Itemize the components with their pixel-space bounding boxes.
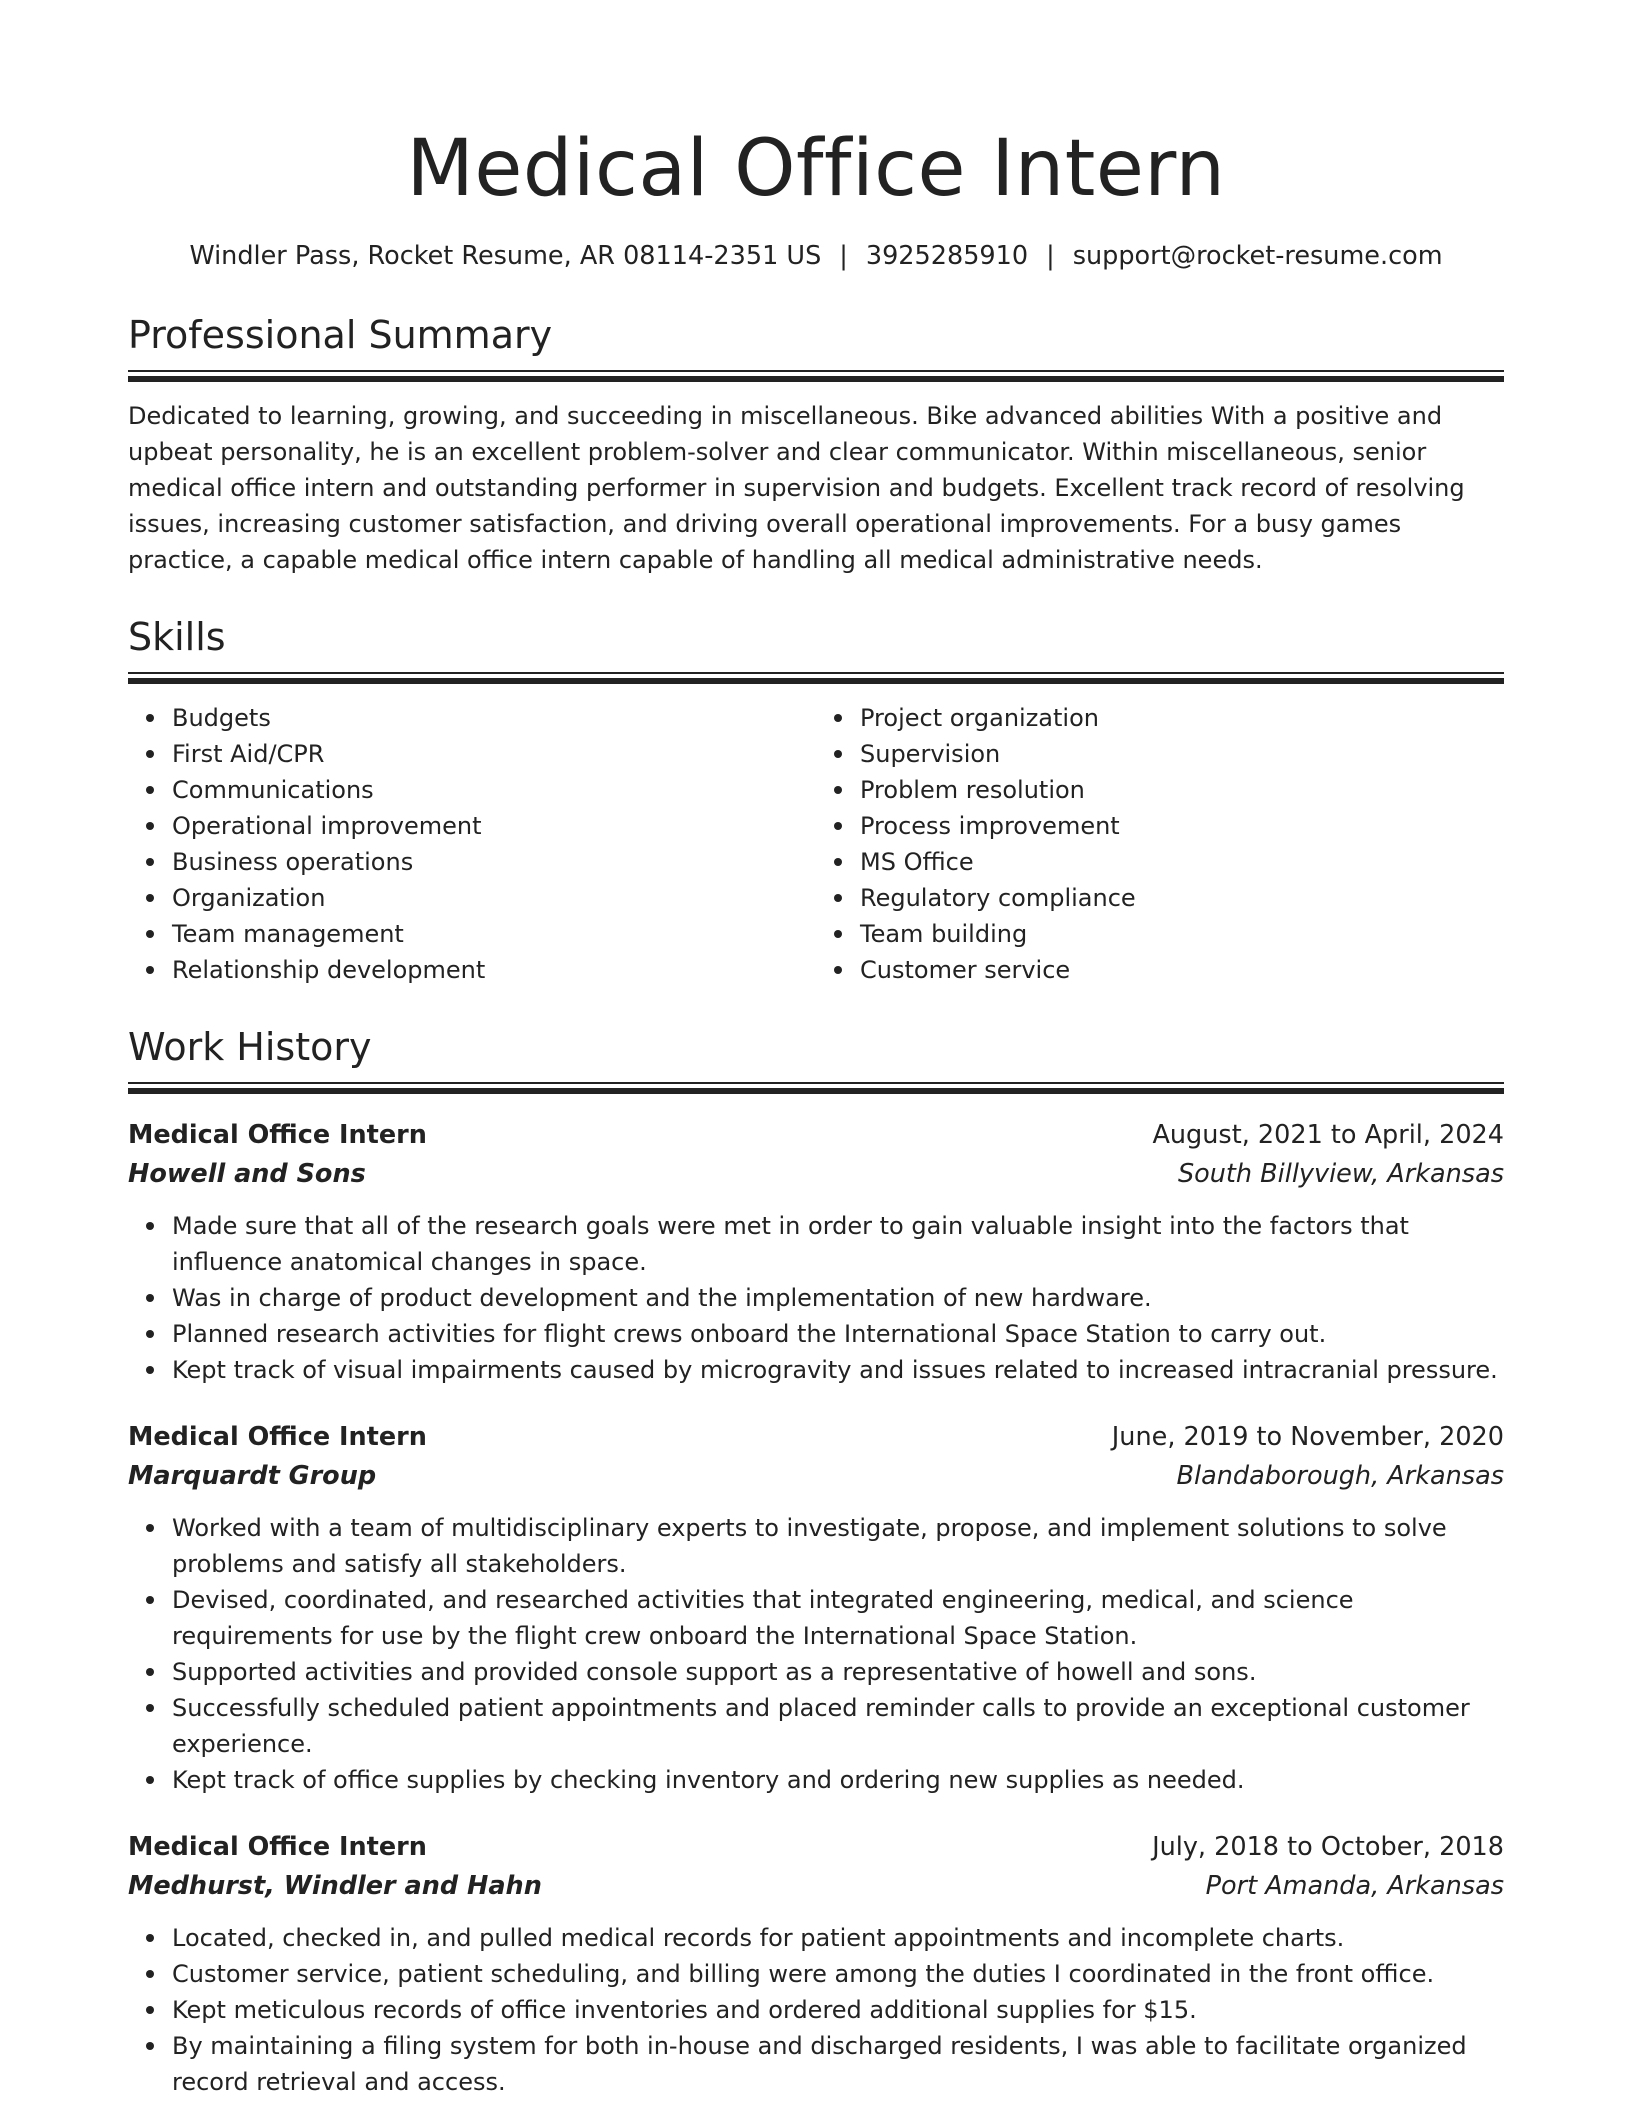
section-title-summary: Professional Summary: [128, 313, 553, 357]
job-company-row: [128, 1155, 1504, 1194]
job-bullet: Was in charge of product development and the implementation of new hardware.: [172, 1280, 1504, 1316]
summary-text: Dedicated to learning, growing, and succeeding in miscellaneous. Bike advanced abilities With a positive and upbeat personality, he is an excellent problem-solver and clear communicator. Within miscellaneous, senior medical office intern and outstanding performer in supervision and budgets. Excellent track record of resolving issues, increasing customer satisfaction, and driving overall operational improvements. For a busy games practice, a capable medical office intern capable of handling all medical administrative needs.: [128, 402, 1465, 574]
section-divider: [128, 1082, 1504, 1094]
skill-item: Regulatory compliance: [860, 880, 1504, 916]
job-bullet: Kept track of visual impairments caused by microgravity and issues related to increased intracranial pressure.: [172, 1352, 1504, 1388]
job-bullet: Made sure that all of the research goals were met in order to gain valuable insight into the factors that influence anatomical changes in space.: [172, 1208, 1504, 1280]
skills-column-right: [816, 700, 1504, 988]
job-bullets: [128, 1510, 1504, 1798]
job-bullet: Devised, coordinated, and researched activities that integrated engineering, medical, and science requirements for use by the flight crew onboard the International Space Station.: [172, 1582, 1504, 1654]
contact-separator: |: [839, 241, 848, 271]
job-location: South Billyview, Arkansas: [1177, 1159, 1504, 1189]
section-title-work-history: Work History: [128, 1025, 372, 1069]
contact-separator: |: [1046, 241, 1055, 271]
skills-section: [128, 612, 1504, 988]
job-bullet: Customer service, patient scheduling, and billing were among the duties I coordinated in the front office.: [172, 1956, 1504, 1992]
work-history-section: [128, 1022, 1504, 2100]
job-bullet: Planned research activities for flight crews onboard the International Space Station to carry out.: [172, 1316, 1504, 1352]
job-bullets: [128, 1920, 1504, 2100]
skill-item: Operational improvement: [172, 808, 816, 844]
job-bullets: [128, 1208, 1504, 1388]
job-bullet: Kept meticulous records of office inventories and ordered additional supplies for $15.: [172, 1992, 1504, 2028]
job-title: Medical Office Intern: [128, 1120, 427, 1150]
skill-item: First Aid/CPR: [172, 736, 816, 772]
job-bullet: Worked with a team of multidisciplinary experts to investigate, propose, and implement solutions to solve problems and satisfy all stakeholders.: [172, 1510, 1504, 1582]
job-header-row: [128, 1116, 1504, 1155]
skill-item: Team management: [172, 916, 816, 952]
job-bullet: Kept track of office supplies by checking inventory and ordering new supplies as needed.: [172, 1762, 1504, 1798]
section-title-skills: Skills: [128, 615, 226, 659]
job-dates: June, 2019 to November, 2020: [1111, 1422, 1504, 1452]
job-bullet: Supported activities and provided console support as a representative of howell and sons.: [172, 1654, 1504, 1690]
job-entry: [128, 1828, 1504, 2100]
job-bullet: Successfully scheduled patient appointments and placed reminder calls to provide an exceptional customer experience.: [172, 1690, 1504, 1762]
job-company: Marquardt Group: [128, 1461, 377, 1491]
job-dates: July, 2018 to October, 2018: [1152, 1832, 1504, 1862]
skill-item: Process improvement: [860, 808, 1504, 844]
job-company: Howell and Sons: [128, 1159, 366, 1189]
job-header-row: [128, 1828, 1504, 1867]
job-header-row: [128, 1418, 1504, 1457]
contact-line: [128, 238, 1504, 274]
job-company-row: [128, 1867, 1504, 1906]
job-bullet: By maintaining a filing system for both in-house and discharged residents, I was able to facilitate organized record retrieval and access.: [172, 2028, 1504, 2100]
job-entry: [128, 1116, 1504, 1388]
job-entry: [128, 1418, 1504, 1798]
contact-email: support@rocket-resume.com: [1072, 241, 1443, 271]
job-company: Medhurst, Windler and Hahn: [128, 1871, 542, 1901]
skill-item: Budgets: [172, 700, 816, 736]
resume-name: Medical Office Intern: [406, 124, 1226, 214]
job-location: Blandaborough, Arkansas: [1176, 1461, 1504, 1491]
skills-grid: [128, 700, 1504, 988]
skill-item: Problem resolution: [860, 772, 1504, 808]
skill-item: Project organization: [860, 700, 1504, 736]
section-divider: [128, 370, 1504, 382]
skill-item: MS Office: [860, 844, 1504, 880]
skill-item: Communications: [172, 772, 816, 808]
professional-summary-section: [128, 310, 1504, 578]
skill-item: Business operations: [172, 844, 816, 880]
skills-column-left: [128, 700, 816, 988]
skill-item: Customer service: [860, 952, 1504, 988]
contact-phone: 3925285910: [865, 241, 1029, 271]
section-divider: [128, 672, 1504, 684]
job-title: Medical Office Intern: [128, 1422, 427, 1452]
skill-item: Organization: [172, 880, 816, 916]
job-bullet: Located, checked in, and pulled medical records for patient appointments and incomplete charts.: [172, 1920, 1504, 1956]
skill-item: Supervision: [860, 736, 1504, 772]
skill-item: Relationship development: [172, 952, 816, 988]
contact-address: Windler Pass, Rocket Resume, AR 08114-2351 US: [189, 241, 822, 271]
job-dates: August, 2021 to April, 2024: [1152, 1120, 1504, 1150]
skill-item: Team building: [860, 916, 1504, 952]
job-title: Medical Office Intern: [128, 1832, 427, 1862]
job-company-row: [128, 1457, 1504, 1496]
job-location: Port Amanda, Arkansas: [1205, 1871, 1504, 1901]
